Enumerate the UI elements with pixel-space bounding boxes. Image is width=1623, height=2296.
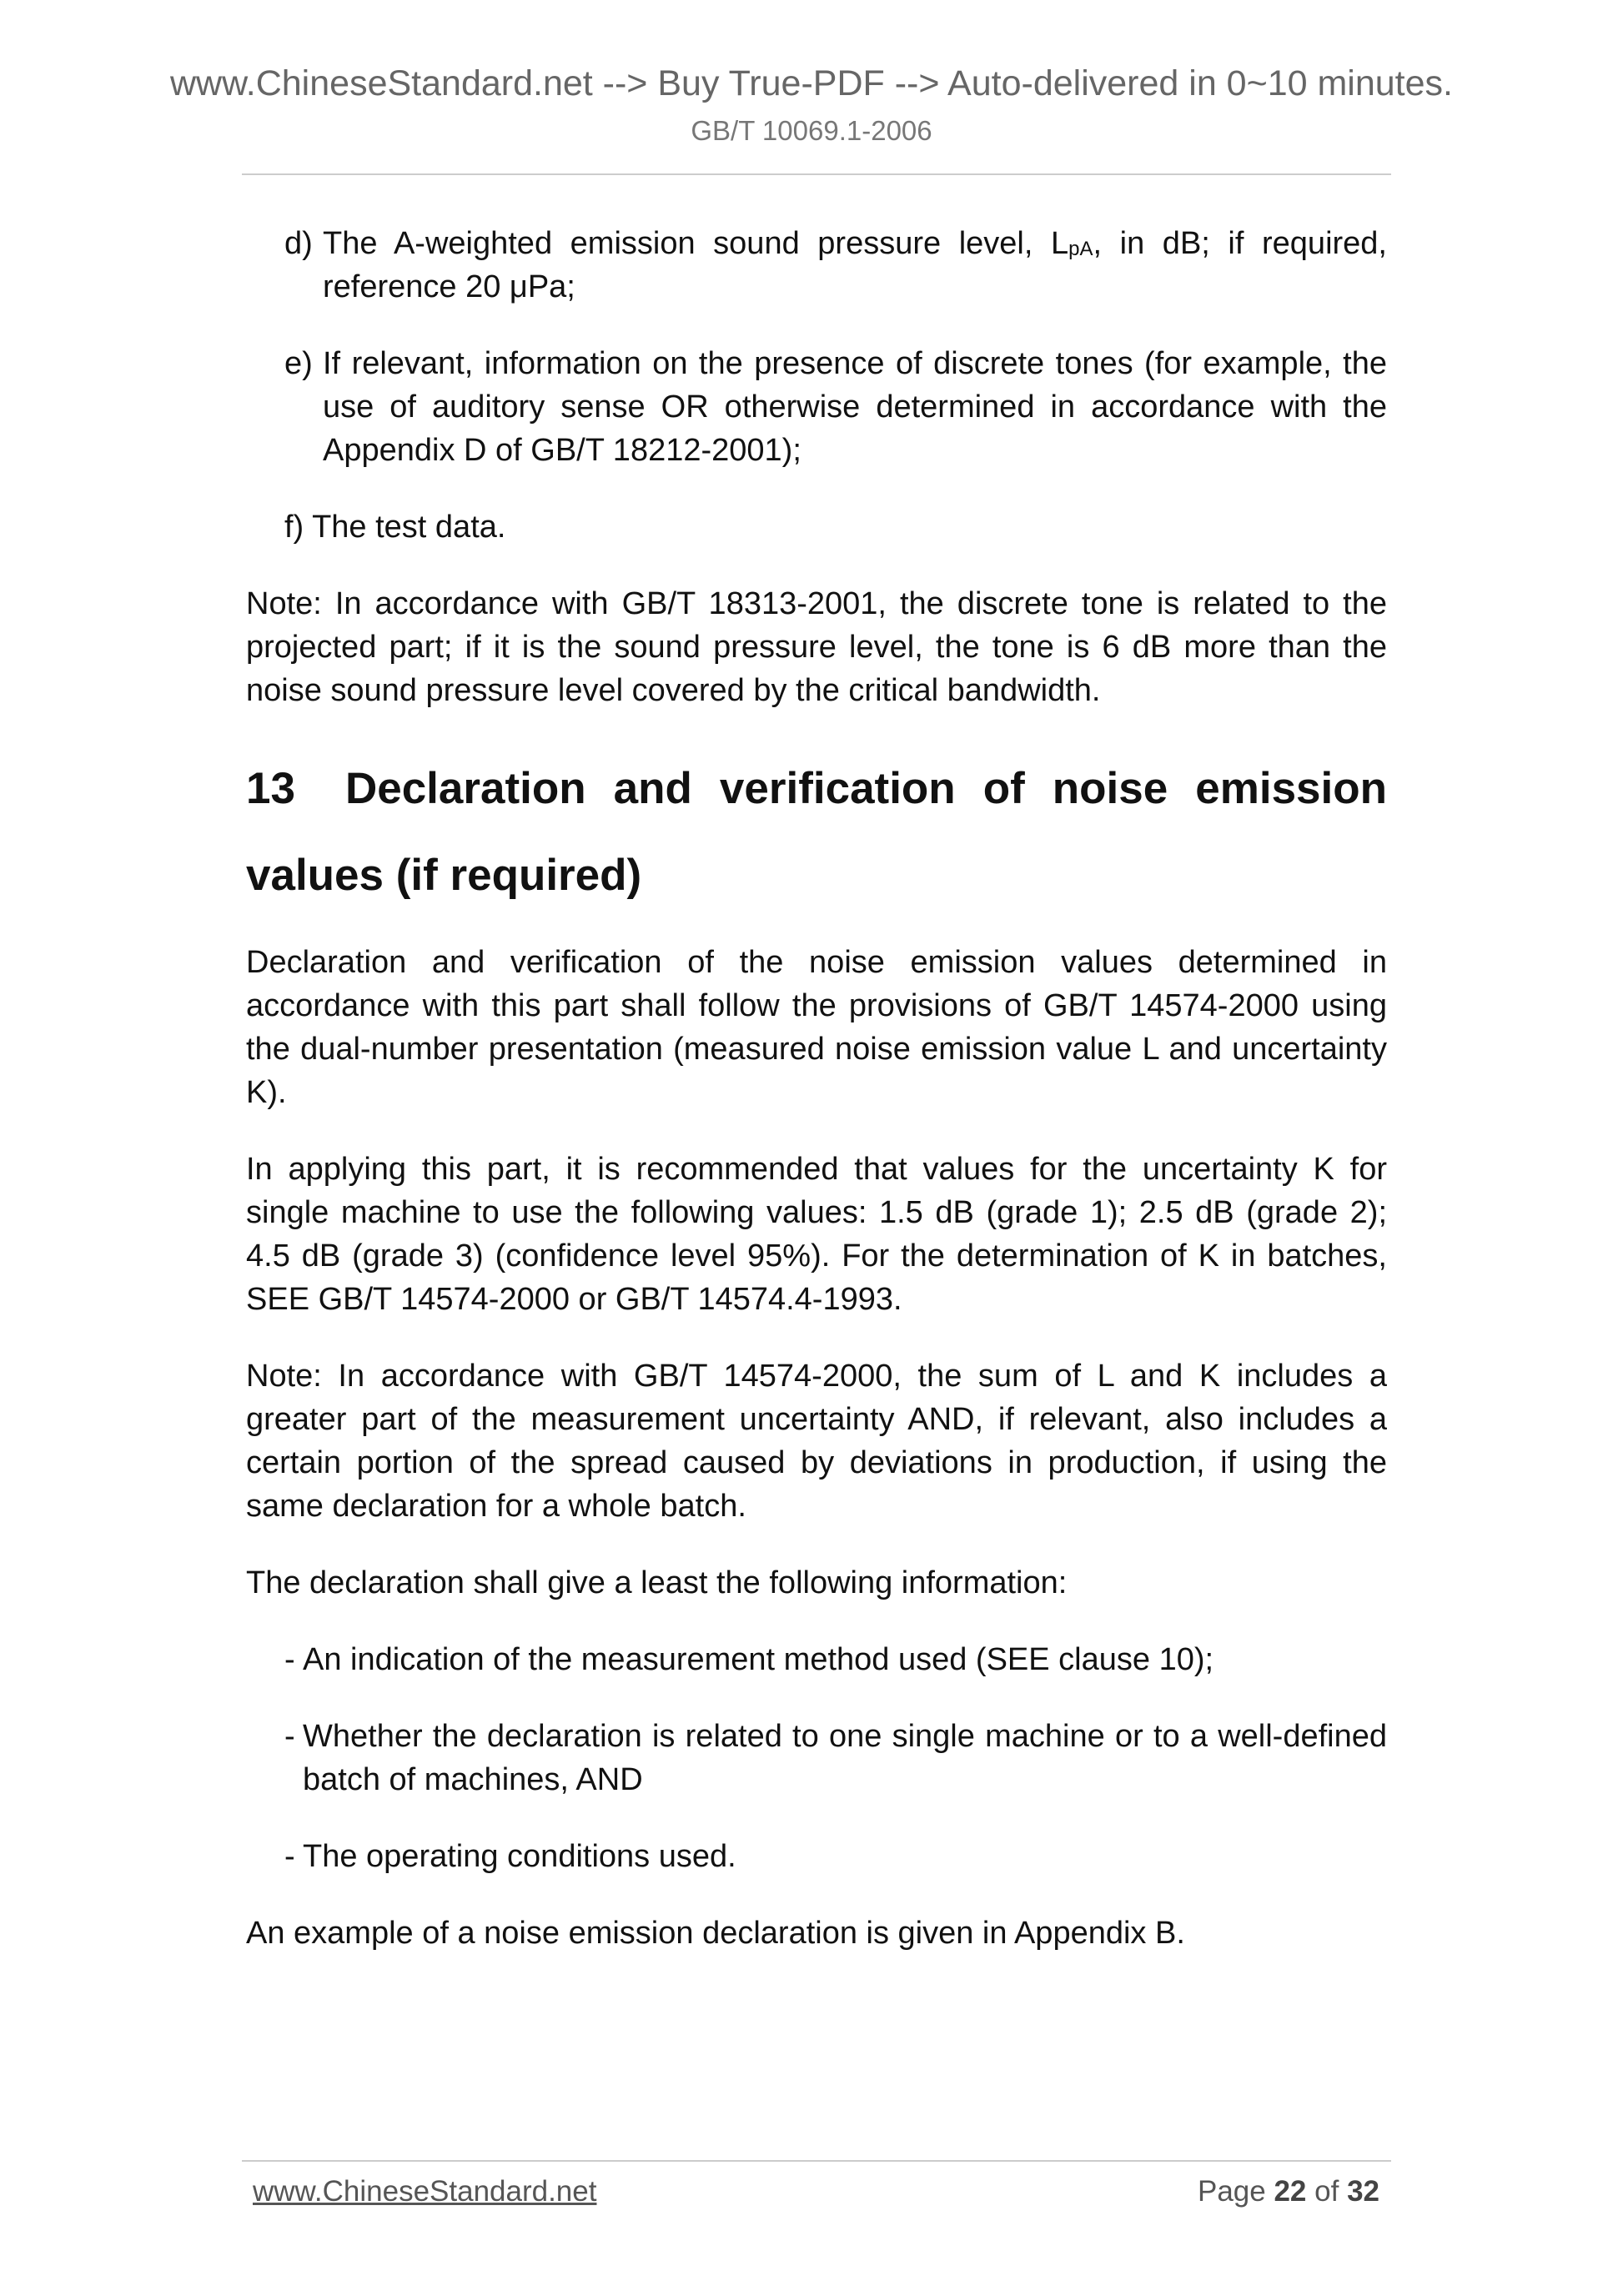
- list-item-text: The A-weighted emission sound pressure level, L: [323, 226, 1069, 261]
- section-heading: [246, 746, 1387, 919]
- page-current: 22: [1274, 2175, 1307, 2208]
- header-divider: [242, 173, 1391, 175]
- dash-list-item: [284, 1835, 1387, 1878]
- list-item-label: e): [284, 346, 313, 381]
- section-number: 13: [246, 764, 295, 813]
- list-item-f: [284, 505, 1387, 549]
- list-item-text-cont: , in dB; if required, reference 20 μPa;: [323, 226, 1387, 304]
- document-body: [246, 222, 1387, 1988]
- list-item-d: [284, 222, 1387, 309]
- dash-list-item: [284, 1638, 1387, 1681]
- body-paragraph-1: Declaration and verification of the noise emission values determined in accordance with this part shall follow the provisions of GB/T 14574-2000 using the dual-number presentation (measured noise emission value L and uncertainty K).: [246, 945, 1387, 1110]
- page-total: 32: [1347, 2175, 1379, 2208]
- footer-divider: [242, 2160, 1391, 2162]
- dash-list-item: [284, 1715, 1387, 1801]
- dash-list-text: The operating conditions used.: [303, 1839, 736, 1874]
- page-header: [0, 60, 1623, 150]
- body-paragraph-2: In applying this part, it is recommended that values for the uncertainty K for single machine to use the following values: 1.5 dB (grade 1); 2.5 dB (grade 2); 4.5 dB (grade 3) (confidence level 95%). For the determination of K in batches, SEE GB/T 14574-2000 or GB/T 14574.4-1993.: [246, 1152, 1387, 1317]
- section-title: Declaration and verification of noise emission values (if required): [246, 764, 1387, 900]
- header-doc-id: GB/T 10069.1-2006: [691, 115, 932, 146]
- page-prefix: Page: [1197, 2175, 1266, 2208]
- note-paragraph: Note: In accordance with GB/T 18313-2001, the discrete tone is related to the projected part; if it is the sound pressure level, the tone is 6 dB more than the noise sound pressure level covered by the critical bandwidth.: [246, 586, 1387, 708]
- dash-marker: -: [284, 1642, 295, 1677]
- list-item-text: If relevant, information on the presence of discrete tones (for example, the use of auditory sense OR otherwise determined in accordance with the Appendix D of GB/T 18212-2001);: [323, 346, 1387, 468]
- dash-list-text: An indication of the measurement method used (SEE clause 10);: [303, 1642, 1214, 1677]
- closing-paragraph: An example of a noise emission declaration is given in Appendix B.: [246, 1916, 1185, 1951]
- footer-website-link[interactable]: www.ChineseStandard.net: [253, 2175, 597, 2208]
- dash-marker: -: [284, 1839, 295, 1874]
- list-item-e: [284, 342, 1387, 472]
- list-item-label: d): [284, 226, 313, 261]
- page-number: [1198, 2175, 1379, 2208]
- header-banner: www.ChineseStandard.net --> Buy True-PDF --> Auto-delivered in 0~10 minutes.: [169, 63, 1453, 103]
- dash-list-text: Whether the declaration is related to one single machine or to a well-defined batch of machines, AND: [303, 1719, 1387, 1797]
- page-of: of: [1314, 2175, 1339, 2208]
- body-paragraph-3: The declaration shall give a least the following information:: [246, 1565, 1068, 1600]
- subscript-pa: pA: [1068, 238, 1093, 260]
- list-item-text: f) The test data.: [284, 510, 506, 545]
- dash-marker: -: [284, 1719, 295, 1754]
- note-paragraph-2: Note: In accordance with GB/T 14574-2000, the sum of L and K includes a greater part of the measurement uncertainty AND, if relevant, also includes a certain portion of the spread caused by deviations in production, if using the same declaration for a whole batch.: [246, 1359, 1387, 1524]
